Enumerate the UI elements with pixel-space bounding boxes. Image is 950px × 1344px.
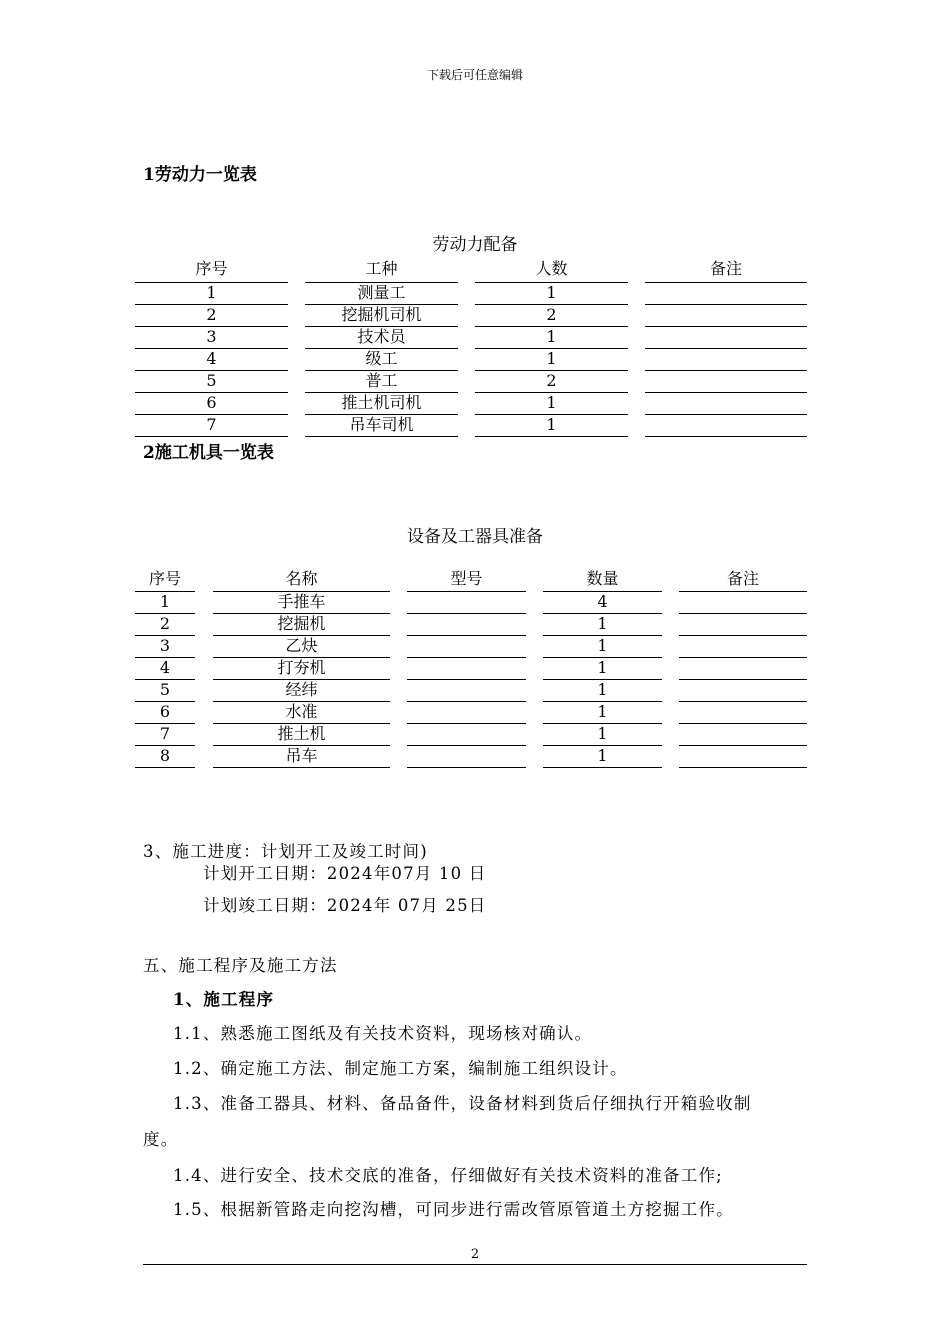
table-rule bbox=[679, 591, 807, 592]
table-rule bbox=[543, 701, 662, 702]
table-rule bbox=[475, 348, 628, 349]
schedule-end: 计划竣工日期：2024年 07月 25日 bbox=[203, 896, 487, 915]
table-cell: 4 bbox=[159, 658, 171, 677]
table-cell: 手推车 bbox=[277, 592, 326, 611]
table-rule bbox=[543, 723, 662, 724]
table-rule bbox=[407, 679, 526, 680]
paragraph-1-2: 1.2、确定施工方法、制定施工方案，编制施工组织设计。 bbox=[173, 1059, 628, 1078]
table-rule bbox=[135, 414, 288, 415]
table-cell: 经纬 bbox=[285, 680, 318, 699]
table-cell: 水准 bbox=[285, 702, 318, 721]
table-rule bbox=[135, 392, 288, 393]
table-rule bbox=[305, 436, 458, 437]
table-cell: 1 bbox=[597, 702, 608, 721]
table-rule bbox=[305, 326, 458, 327]
table-rule bbox=[305, 348, 458, 349]
table-rule bbox=[213, 767, 390, 768]
table-rule bbox=[407, 745, 526, 746]
table-cell: 1 bbox=[597, 680, 608, 699]
table-rule bbox=[475, 326, 628, 327]
table-rule bbox=[543, 613, 662, 614]
table-cell: 1 bbox=[597, 614, 608, 633]
table-cell: 3 bbox=[159, 636, 171, 655]
section2-title: 2施工机具一览表 bbox=[143, 443, 274, 463]
table-cell: 1 bbox=[546, 349, 557, 368]
table-rule bbox=[475, 282, 628, 283]
table-rule bbox=[543, 767, 662, 768]
table-rule bbox=[645, 326, 807, 327]
paragraph-1-3-cont: 度。 bbox=[143, 1130, 179, 1149]
table-cell: 4 bbox=[597, 592, 608, 611]
table-rule bbox=[475, 414, 628, 415]
table-rule bbox=[407, 767, 526, 768]
table-cell: 2 bbox=[546, 371, 557, 390]
table-rule bbox=[407, 723, 526, 724]
table-rule bbox=[135, 370, 288, 371]
table-header-cell: 工种 bbox=[365, 259, 398, 278]
table-header-cell: 备注 bbox=[726, 569, 759, 588]
table-cell: 1 bbox=[597, 658, 608, 677]
table-header-cell: 数量 bbox=[586, 569, 619, 588]
table-rule bbox=[135, 591, 195, 592]
schedule-heading: 3、施工进度：计划开工及竣工时间) bbox=[143, 842, 428, 861]
table-rule bbox=[679, 657, 807, 658]
table-rule bbox=[679, 723, 807, 724]
table-cell: 推土机 bbox=[277, 724, 326, 743]
table-cell: 1 bbox=[546, 327, 557, 346]
table-cell: 4 bbox=[206, 349, 217, 368]
section5-subheading: 1、施工程序 bbox=[173, 990, 275, 1009]
table-rule bbox=[679, 635, 807, 636]
table-rule bbox=[135, 723, 195, 724]
table-rule bbox=[213, 701, 390, 702]
table-rule bbox=[543, 679, 662, 680]
table-header-cell: 序号 bbox=[148, 569, 181, 588]
table-rule bbox=[305, 414, 458, 415]
table-cell: 技术员 bbox=[357, 327, 406, 346]
table-cell: 1 bbox=[597, 746, 608, 765]
table-rule bbox=[543, 591, 662, 592]
table-cell: 3 bbox=[206, 327, 217, 346]
table-rule bbox=[135, 613, 195, 614]
table-rule bbox=[213, 635, 390, 636]
table-rule bbox=[135, 282, 288, 283]
table-cell: 普工 bbox=[365, 371, 398, 390]
table-rule bbox=[679, 613, 807, 614]
table2-caption: 设备及工器具准备 bbox=[407, 527, 543, 547]
table-rule bbox=[213, 745, 390, 746]
table-header-cell: 型号 bbox=[450, 569, 483, 588]
table-rule bbox=[135, 326, 288, 327]
table-rule bbox=[213, 723, 390, 724]
table-rule bbox=[135, 701, 195, 702]
table-rule bbox=[135, 436, 288, 437]
table-cell: 1 bbox=[597, 724, 608, 743]
table-cell: 6 bbox=[159, 702, 171, 721]
table-rule bbox=[213, 613, 390, 614]
table-cell: 1 bbox=[546, 283, 557, 302]
table-rule bbox=[679, 767, 807, 768]
table-cell: 挖掘机司机 bbox=[341, 305, 422, 324]
table-rule bbox=[305, 392, 458, 393]
table-rule bbox=[135, 745, 195, 746]
table-rule bbox=[213, 591, 390, 592]
table-rule bbox=[475, 392, 628, 393]
paragraph-1-4: 1.4、进行安全、技术交底的准备，仔细做好有关技术资料的准备工作; bbox=[173, 1166, 723, 1185]
table-rule bbox=[679, 679, 807, 680]
table-cell: 测量工 bbox=[357, 283, 406, 302]
table-cell: 7 bbox=[206, 415, 217, 434]
table-rule bbox=[645, 304, 807, 305]
table-rule bbox=[645, 370, 807, 371]
table-cell: 1 bbox=[206, 283, 217, 302]
table-rule bbox=[475, 436, 628, 437]
table-cell: 7 bbox=[159, 724, 171, 743]
table-rule bbox=[135, 635, 195, 636]
paragraph-1-1: 1.1、熟悉施工图纸及有关技术资料，现场核对确认。 bbox=[173, 1024, 593, 1043]
table-rule bbox=[135, 657, 195, 658]
table1-caption: 劳动力配备 bbox=[432, 235, 518, 255]
table-rule bbox=[135, 304, 288, 305]
section1-title: 1劳动力一览表 bbox=[143, 165, 257, 185]
table-cell: 2 bbox=[206, 305, 217, 324]
table-rule bbox=[475, 304, 628, 305]
page-number: 2 bbox=[470, 1247, 480, 1262]
table-rule bbox=[645, 436, 807, 437]
table-rule bbox=[543, 657, 662, 658]
table-header-cell: 人数 bbox=[535, 259, 568, 278]
table-rule bbox=[679, 701, 807, 702]
table-cell: 2 bbox=[159, 614, 171, 633]
table-cell: 2 bbox=[546, 305, 557, 324]
table-cell: 5 bbox=[159, 680, 171, 699]
table-cell: 打夯机 bbox=[277, 658, 326, 677]
table-header-cell: 序号 bbox=[195, 259, 228, 278]
table-header-cell: 名称 bbox=[285, 569, 318, 588]
table-cell: 8 bbox=[159, 746, 171, 765]
table-rule bbox=[407, 657, 526, 658]
section5-heading: 五、施工程序及施工方法 bbox=[143, 956, 338, 975]
table-rule bbox=[645, 348, 807, 349]
table-rule bbox=[213, 657, 390, 658]
table-rule bbox=[305, 370, 458, 371]
table-cell: 1 bbox=[597, 636, 608, 655]
table-rule bbox=[679, 745, 807, 746]
table-rule bbox=[135, 679, 195, 680]
table-rule bbox=[407, 613, 526, 614]
table-rule bbox=[407, 591, 526, 592]
table-rule bbox=[475, 370, 628, 371]
table-rule bbox=[407, 635, 526, 636]
table-rule bbox=[645, 414, 807, 415]
table-cell: 1 bbox=[546, 393, 557, 412]
table-rule bbox=[305, 282, 458, 283]
table-rule bbox=[645, 392, 807, 393]
table-rule bbox=[305, 304, 458, 305]
table-rule bbox=[135, 348, 288, 349]
paragraph-1-3: 1.3、准备工器具、材料、备品备件，设备材料到货后仔细执行开箱验收制 bbox=[173, 1094, 752, 1113]
table-rule bbox=[407, 701, 526, 702]
table-rule bbox=[645, 282, 807, 283]
table-cell: 挖掘机 bbox=[277, 614, 326, 633]
table-rule bbox=[543, 635, 662, 636]
table-cell: 吊车司机 bbox=[349, 415, 414, 434]
table-cell: 1 bbox=[546, 415, 557, 434]
table-rule bbox=[543, 745, 662, 746]
table-cell: 吊车 bbox=[285, 746, 318, 765]
table-cell: 推土机司机 bbox=[341, 393, 422, 412]
header-note: 下载后可任意编辑 bbox=[426, 68, 523, 82]
footer-rule bbox=[143, 1264, 807, 1265]
schedule-start: 计划开工日期：2024年07月 10 日 bbox=[203, 864, 487, 883]
paragraph-1-5: 1.5、根据新管路走向挖沟槽，可同步进行需改管原管道土方挖掘工作。 bbox=[173, 1200, 734, 1219]
table-cell: 5 bbox=[206, 371, 217, 390]
table-header-cell: 备注 bbox=[709, 259, 742, 278]
table-cell: 级工 bbox=[365, 349, 398, 368]
table-rule bbox=[135, 767, 195, 768]
table-cell: 乙炔 bbox=[285, 636, 318, 655]
table-cell: 6 bbox=[206, 393, 217, 412]
table-rule bbox=[213, 679, 390, 680]
table-cell: 1 bbox=[159, 592, 171, 611]
